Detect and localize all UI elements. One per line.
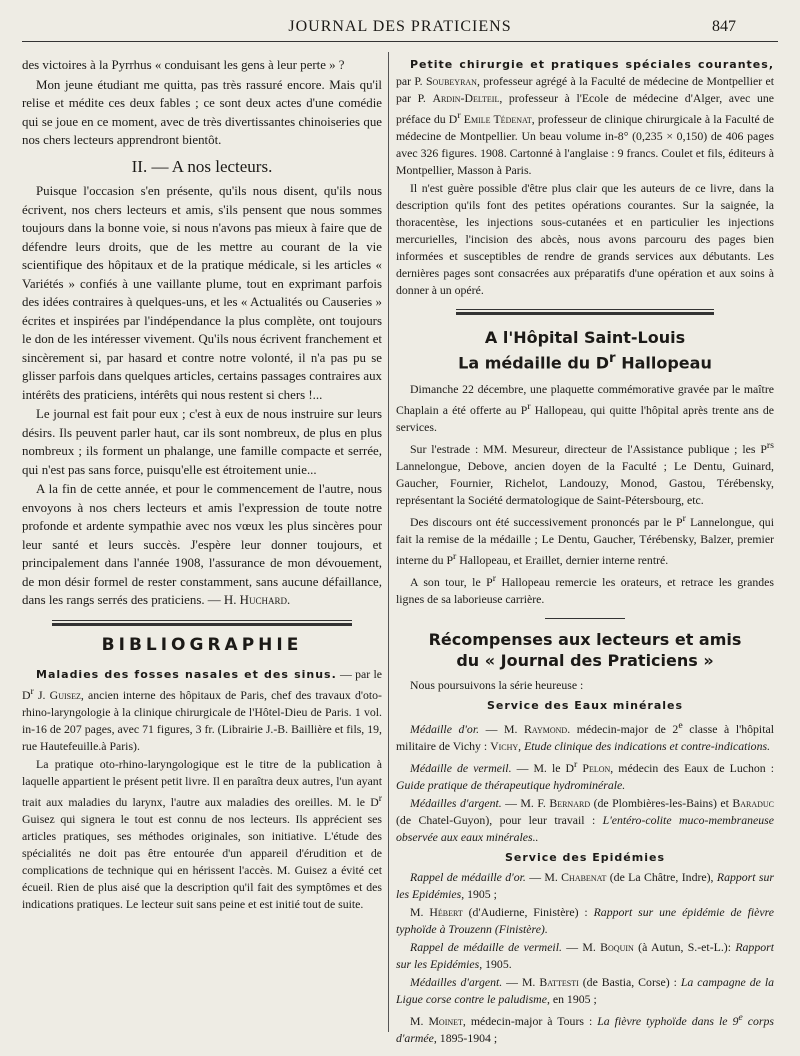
- bib-author: Guisez: [49, 687, 81, 702]
- superscript: r: [492, 572, 497, 584]
- divider: [52, 620, 352, 621]
- paragraph: [22, 480, 382, 610]
- bib-author: Ardin-Delteil: [432, 91, 500, 105]
- award-work: La campagne de la Ligue corse contre le paludisme: [396, 974, 774, 1006]
- article-title: Récompenses aux lecteurs et amis: [428, 629, 742, 649]
- award-work: corps d'armée: [396, 1013, 774, 1045]
- paragraph: [22, 756, 382, 913]
- paragraph: [396, 510, 774, 569]
- award-text: (de Bastia, Corse) :: [578, 974, 681, 989]
- award-text: (d'Audierne, Finistère) :: [462, 904, 594, 919]
- award-work: Guide pratique de thérapeutique hydrominérale.: [396, 777, 626, 792]
- right-column: [396, 56, 774, 1046]
- award-type: Médaille d'or.: [410, 721, 480, 736]
- article-subtitle: du « Journal des Praticiens »: [456, 650, 714, 670]
- divider: [52, 623, 352, 626]
- award-name: Battesti: [539, 974, 579, 989]
- award-text: , 1905 ;: [461, 886, 497, 901]
- bib-entry: [396, 56, 774, 179]
- subheading: Service des Eaux minérales: [486, 698, 684, 712]
- column-divider: [388, 52, 389, 1032]
- award-entry: [396, 939, 774, 973]
- paragraph-text: Dimanche 22 décembre, une plaquette commémorative gravée par le maître Chaplain a été offerte au P: [396, 382, 774, 418]
- bib-text: J.: [33, 687, 50, 702]
- paragraph-text: Lannelongue, Debove, ancien doyen de la Faculté ; Le Dentu, Guinard, Gaucher, Fournier, Richelot, Landouzy, Monod, Gastou, Térébensky, représentant la Société dermatologique de Saint-Pétersbourg, etc.: [396, 459, 774, 508]
- award-text: — M. le D: [511, 760, 575, 775]
- award-entry: [396, 717, 774, 755]
- bib-text: , professeur de clinique chirurgicale à la Faculté de médecine de Montpellier. Un beau volume in-8° (0,235 × 0,150) de 406 pages avec 326 figures. 1908. Cartonné à l'anglaise : 9 francs. Coulet et fils, éditeurs à Montpellier, Masson à Paris.: [396, 111, 774, 177]
- bib-entry: [22, 666, 382, 755]
- page-header: [22, 14, 778, 42]
- paragraph: des victoires à la Pyrrhus « conduisant les gens à leur perte » ?: [22, 58, 345, 72]
- superscript: rs: [766, 440, 774, 452]
- award-text: (de Plombières-les-Bains) et: [590, 795, 733, 810]
- award-name: Raymond: [524, 721, 568, 736]
- paragraph-text: Hallopeau, qui quitte l'hôpital après trente ans de services.: [396, 403, 774, 435]
- award-entry: [396, 974, 774, 1008]
- superscript: r: [30, 686, 34, 697]
- award-text: , en 1905 ;: [546, 991, 597, 1006]
- divider: [545, 618, 625, 619]
- paragraph: Le journal est fait pour eux ; c'est à eux de nous instruire sur leurs désirs. Ils peuvent parler haut, car ils sont nombreux, de plus en plus nombreux ; ils forment un phalange, une famille compacte et serrée, qui n'est pas sans force, puisqu'elle est étroitement unie...: [22, 407, 382, 477]
- paragraph-text: La pratique oto-rhino-laryngologique est le titre de la publication à laquelle appartient le présent petit livre. Il en paraîtra deux autres, l'un ayant trait aux maladies du larynx, l'autre aux maladies des oreilles. M. le D: [22, 756, 382, 809]
- award-type: Rappel de médaille d'or.: [410, 869, 526, 884]
- award-type: Rappel de médaille de vermeil.: [410, 939, 562, 954]
- bib-text: par P.: [396, 74, 426, 88]
- paragraph-text: Hallopeau, et Eraillet, dernier interne rentré.: [456, 552, 669, 567]
- award-type: Médaille de vermeil.: [410, 760, 512, 775]
- award-entry: [396, 756, 774, 794]
- paragraph-text: Des discours ont été successivement prononcés par le P: [410, 515, 683, 530]
- award-text: — M.: [502, 974, 540, 989]
- bib-author: Soubeyran: [425, 74, 477, 88]
- bib-text: , ancien interne des hôpitaux de Paris, chef des travaux d'oto-rhino-laryngologie à la clinique chirurgicale de l'Hôtel-Dieu de Paris. 1 vol. in-16 de 207 pages, avec 71 figures, 3 fr. (Librairie J.-B. Baillière et fils, 19, rue Hautefeuille.à Paris).: [22, 687, 382, 753]
- award-text: classe à l'hôpital militaire de Vichy :: [396, 721, 774, 753]
- award-work: L'entéro-colite muco-membraneuse observée aux eaux minérales..: [396, 812, 774, 844]
- award-work: Rapport sur une épidémie de fièvre typhoïde à Trouzenn (Finistère).: [396, 904, 774, 936]
- left-column: [22, 56, 382, 1046]
- paragraph-text: Hallopeau remercie les orateurs, et retrace les grandes lignes de sa laborieuse carrière.: [396, 574, 774, 606]
- subheading: Service des Epidémies: [504, 850, 665, 864]
- bib-author: Emile Tédenat: [463, 111, 532, 126]
- paragraph: Mon jeune étudiant me quitta, pas très rassuré encore. Mais qu'il relise et médite ces deux fables ; ce sont deux actes d'une comédie qui se joue en ce moment, avec de très divertissantes chinoiseries que nos chers lecteurs apprendront bientôt.: [22, 77, 382, 147]
- paragraph: Il n'est guère possible d'être plus clair que les auteurs de ce livre, dans la description qu'ils font des petites opérations courantes. Sur la saignée, la thoracentèse, les injections sous-cutanées et en particulier les injections mercurielles, l'incision des abcès, nous avons parcouru des pages bien informées et susceptibles de rendre de grands services aux débutants. Les dernières pages sont consacrées aux préparatifs d'une opération et aux soins à donner à un opéré.: [396, 180, 774, 297]
- award-text: , médecin des Eaux de Luchon :: [610, 760, 774, 775]
- award-text: M.: [410, 1013, 429, 1028]
- divider: [456, 309, 714, 310]
- award-entry: [396, 904, 774, 938]
- superscript: e: [678, 719, 683, 731]
- bibliography-heading: BIBLIOGRAPHIE: [101, 634, 303, 655]
- superscript: r: [457, 110, 461, 121]
- title-text: Hallopeau: [615, 353, 712, 373]
- award-text: — M. F.: [501, 795, 550, 810]
- award-name: Baraduc: [732, 795, 774, 810]
- paragraph: [396, 570, 774, 608]
- article-title: A l'Hôpital Saint-Louis: [484, 327, 686, 347]
- paragraph-text: A la fin de cette année, et pour le commencement de l'autre, nous envoyons à nos chers lecteurs et amis l'expression de toute notre profonde et ardente sympathie avec nos vœux les plus sincères pour leur santé et leurs succès. J'espère leur donner toujours, et principalement dans l'année 1908, l'assurance de mon dévouement, de mon désir formel de rester constamment, sans aucune défaillance, dans les rangs serrés des praticiens. — H.: [22, 482, 382, 607]
- award-text: (à Autun, S.-et-L.):: [633, 939, 736, 954]
- award-text: — M.: [561, 939, 601, 954]
- award-work: Etude clinique des indications et contre-indications.: [524, 738, 771, 753]
- superscript: r: [453, 551, 457, 563]
- award-text: — M.: [525, 869, 562, 884]
- bib-title: Petite chirurgie et pratiques spéciales courantes,: [410, 58, 774, 71]
- superscript: r: [574, 758, 578, 770]
- paragraph: [396, 437, 774, 509]
- award-name: Boquin: [600, 939, 634, 954]
- award-work: La fièvre typhoïde dans le 9: [597, 1013, 739, 1028]
- section-heading: II. — A nos lecteurs.: [131, 156, 273, 176]
- paragraph-text: Lannelongue, qui fait la remise de la médaille ; Le Dentu, Gaucher, Térébensky, Balzer, premier interne du P: [396, 515, 774, 567]
- award-entry: [396, 795, 774, 846]
- award-text: , médecin-major à Tours :: [462, 1013, 598, 1028]
- paragraph: Nous poursuivons la série heureuse :: [410, 677, 584, 692]
- award-entry: [396, 869, 774, 903]
- paragraph-text: A son tour, le P: [410, 574, 493, 589]
- superscript: e: [738, 1011, 743, 1023]
- award-type: Médailles d'argent.: [410, 974, 503, 989]
- superscript: r: [682, 513, 686, 525]
- bib-title: Maladies des fosses nasales et des sinus.: [36, 668, 337, 681]
- award-type: Médailles d'argent.: [410, 795, 502, 810]
- award-name: Bernard: [549, 795, 591, 810]
- paragraph-text: Guisez qui signera le tout est connu de nos lecteurs. Ils apprécient ses articles pratiques, ses méthodes originales, son initiative. L'étude des spécialités ne doit pas être entourée d'un appareil d'érudition et de complications de technique qui en hérissent l'accès. M. Guisez a évité cet écueil. Rien de plus aisé que la description qu'il fait des symptômes et des indications pratiques. Le lecteur suit sans peine et est initié tout de suite.: [22, 811, 382, 911]
- award-text: (de Chatel-Guyon), pour leur travail :: [396, 812, 603, 827]
- bib-text: — par le D: [22, 667, 382, 702]
- bib-text: , professeur à l'Ecole de médecine d'Alger, avec une préface du D: [396, 91, 774, 126]
- award-name: Chabenat: [561, 869, 607, 884]
- signature: Huchard.: [239, 593, 291, 607]
- award-name: Hébert: [429, 904, 463, 919]
- journal-title: JOURNAL DES PRATICIENS: [288, 18, 512, 35]
- article-subtitle: [396, 348, 774, 373]
- bib-text: , professeur agrégé à la Faculté de médecine de Montpellier et par P.: [396, 74, 774, 105]
- award-name: Vichy: [490, 738, 519, 753]
- paragraph: Puisque l'occasion s'en présente, qu'ils nous disent, qu'ils nous écrivent, nos chers lecteurs et amis, s'ils pensent que nous sommes toujours dans la bonne voie, si nous n'avons pas mieux à faire que de défendre leurs droits, que de les mettre au courant de la vie scientifique des hôpitaux et de la pratique médicale, si les articles « Variétés » confiés à une vaillante plume, tout en exprimant parfois des idées contraires à quelques-uns, et les « Actualités ou Causeries » écrites et inspirées par l'indépendance la plus complète, ont toujours le don de les intéresser vivement. Qu'ils nous écrivent franchement et sincèrement si, par hasard et contre notre volonté, il n'a pas pu se glisser parfois dans quelques articles, certains passages contraires aux intérêts des praticiens, intérêts qui nous restent si chers !...: [22, 184, 382, 402]
- award-entry: [396, 1009, 774, 1046]
- award-text: , 1895-1904 ;: [433, 1030, 498, 1045]
- award-text: ,: [518, 738, 525, 753]
- superscript: r: [378, 792, 382, 804]
- page-number: 847: [712, 18, 736, 35]
- award-text: M.: [410, 904, 430, 919]
- paragraph-text: Sur l'estrade : MM. Mesureur, directeur de l'Assistance publique ; les P: [410, 442, 767, 457]
- paragraph: [396, 381, 774, 436]
- award-text: — M.: [479, 721, 525, 736]
- award-text: (de La Châtre, Indre),: [606, 869, 717, 884]
- title-text: La médaille du D: [458, 353, 610, 373]
- award-work: Rapport sur les Epidémies: [396, 869, 774, 901]
- award-text: . médecin-major de 2: [567, 721, 679, 736]
- superscript: r: [609, 350, 616, 366]
- superscript: r: [527, 401, 531, 413]
- divider: [456, 312, 714, 315]
- award-name: Pelon: [582, 760, 611, 775]
- award-work: Rapport sur les Epidémies: [396, 939, 774, 971]
- award-text: , 1905.: [479, 956, 512, 971]
- award-name: Moinet: [428, 1013, 463, 1028]
